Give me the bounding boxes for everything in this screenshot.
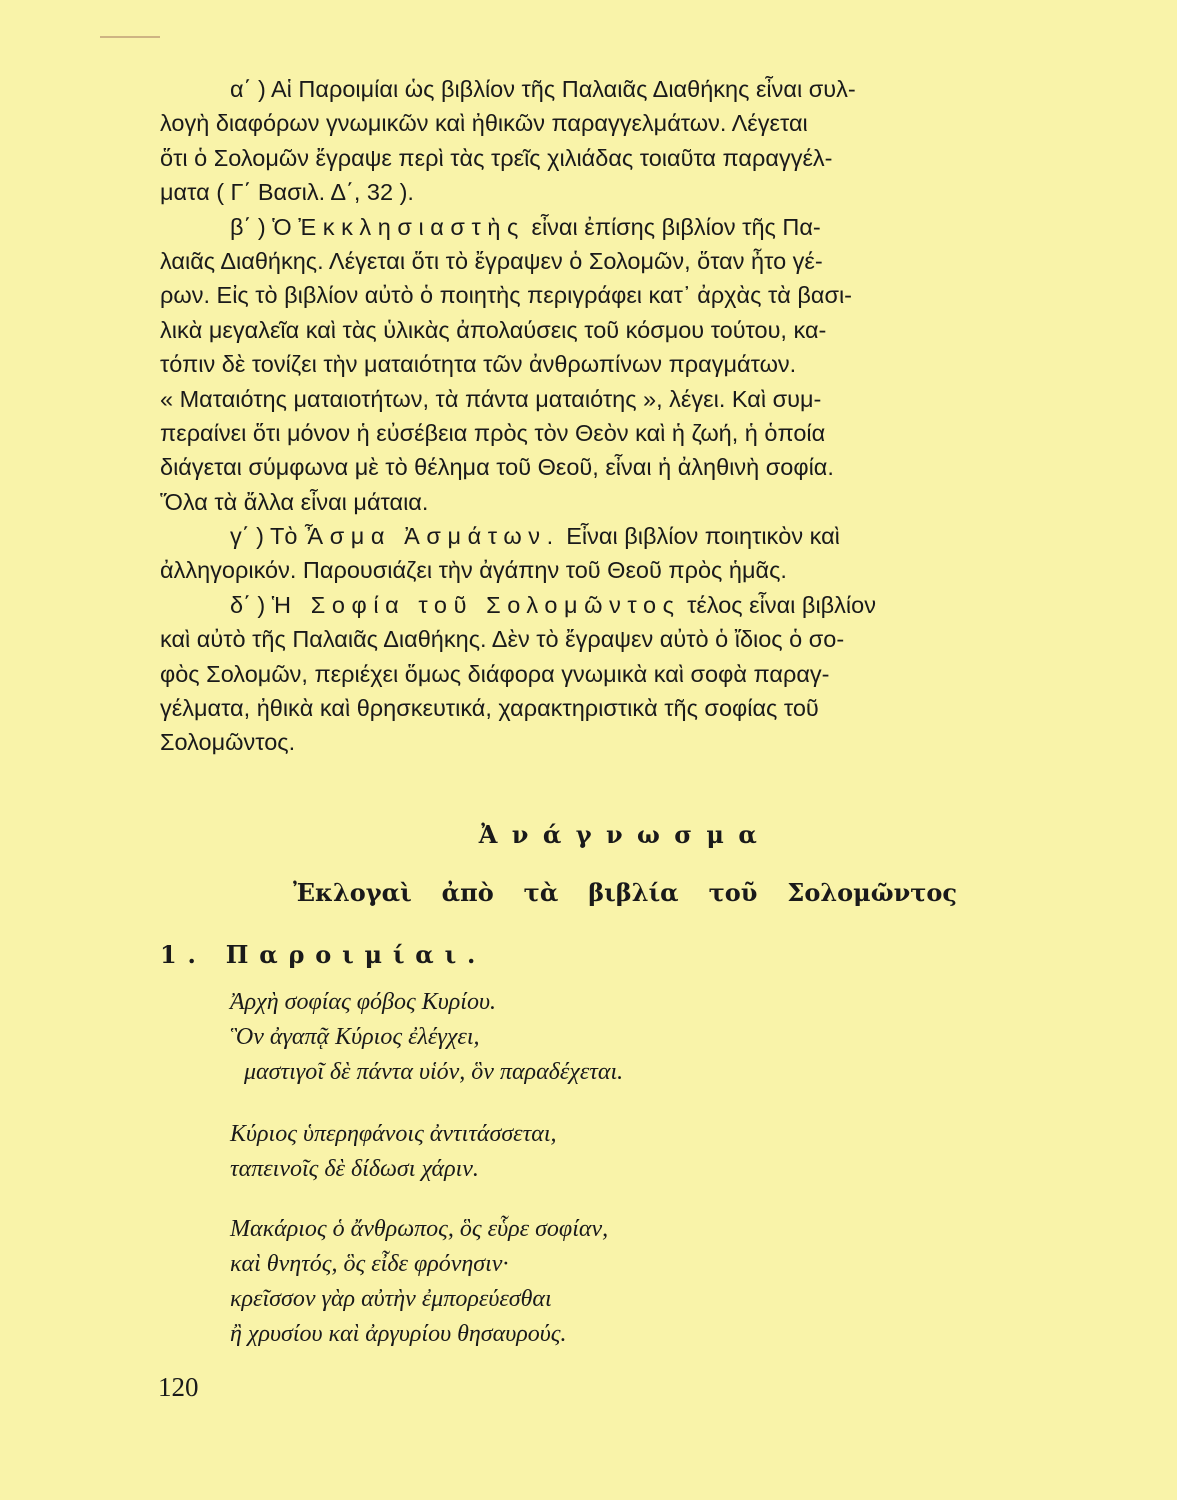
book-title-spaced: Ἐκκλησιαστὴς [298, 213, 525, 240]
text-line: λαιᾶς Διαθήκης. Λέγεται ὅτι τὸ ἔγραψεν ὁ Σολομῶν, ὅταν ἦτο γέ- [160, 247, 823, 274]
verse-line: Ἀρχὴ σοφίας φόβος Κυρίου. [230, 989, 496, 1015]
text-fragment: τέλος εἶναι βιβλίον [687, 591, 876, 618]
text-fragment: εἶναι ἐπίσης βιβλίον τῆς Πα- [531, 213, 821, 240]
text-line: ὅτι ὁ Σολομῶν ἔγραψε περὶ τὰς τρεῖς χιλιάδας τοιαῦτα παραγγέλ- [160, 144, 833, 171]
text-line [160, 588, 1030, 622]
item-marker: γ΄ ) Τὸ [230, 523, 298, 550]
text-line: α΄ ) Αἱ Παροιμίαι ὡς βιβλίον τῆς Παλαιᾶς Διαθήκης εἶναι συλ- [230, 76, 856, 102]
text-line: « Ματαιότης ματαιοτήτων, τὰ πάντα ματαιότης », λέγει. Καὶ συμ- [160, 385, 822, 412]
verse-line: Ὃν ἀγαπᾷ Κύριος ἐλέγχει, [230, 1024, 480, 1050]
verse-line: Κύριος ὑπερηφάνοις ἀντιτάσσεται, [230, 1121, 557, 1147]
text-line: λογὴ διαφόρων γνωμικῶν καὶ ἠθικῶν παραγγελμάτων. Λέγεται [160, 110, 808, 137]
reading-subtitle: Ἐκλογαὶ ἀπὸ τὰ βιβλία τοῦ Σολομῶντος [292, 878, 958, 907]
section-title: 1. Παροιμίαι. [160, 940, 487, 969]
text-line: καὶ αὐτὸ τῆς Παλαιᾶς Διαθήκης. Δὲν τὸ ἔγραψεν αὐτὸ ὁ ἴδιος ὁ σο- [160, 626, 845, 653]
text-fragment: Εἶναι βιβλίον ποιητικὸν καὶ [566, 523, 840, 550]
verse-line: ταπεινοῖς δὲ δίδωσι χάριν. [230, 1156, 479, 1182]
verse-line: ἢ χρυσίου καὶ ἀργυρίου θησαυρούς. [230, 1321, 567, 1347]
text-line: ματα ( Γ΄ Βασιλ. Δ΄, 32 ). [160, 179, 414, 206]
reading-title: Ἀνάγνωσμα [478, 820, 772, 849]
verse-group [230, 985, 990, 1090]
text-line: διάγεται σύμφωνα μὲ τὸ θέλημα τοῦ Θεοῦ, εἶναι ἡ ἀληθινὴ σοφία. [160, 454, 834, 481]
verse-line: κρεῖσσον γὰρ αὐτὴν ἐμπορεύεσθαι [230, 1286, 552, 1312]
book-title-spaced: Ἆσμα Ἀσμάτων. [304, 523, 560, 550]
text-line: Σολομῶντος. [160, 729, 296, 756]
verse-group [230, 1117, 990, 1187]
page-number: 120 [158, 1372, 199, 1402]
verse-group [230, 1212, 990, 1352]
text-line: Ὅλα τὰ ἄλλα εἶναι μάταια. [160, 488, 429, 515]
item-marker: δ΄ ) [230, 591, 266, 618]
text-line [160, 210, 1030, 244]
verse-line: καὶ θνητός, ὃς εἶδε φρόνησιν· [230, 1251, 509, 1277]
main-text [160, 72, 1030, 760]
text-line: γέλματα, ἠθικὰ καὶ θρησκευτικά, χαρακτηριστικὰ τῆς σοφίας τοῦ [160, 695, 819, 722]
text-line [160, 519, 1030, 553]
item-marker: β΄ ) Ὁ [230, 213, 292, 240]
text-line: ἀλληγορικόν. Παρουσιάζει τὴν ἀγάπην τοῦ Θεοῦ πρὸς ἡμᾶς. [160, 557, 787, 584]
scan-mark [100, 36, 160, 38]
text-line: τόπιν δὲ τονίζει τὴν ματαιότητα τῶν ἀνθρωπίνων πραγμάτων. [160, 351, 797, 378]
text-line: περαίνει ὅτι μόνον ἡ εὐσέβεια πρὸς τὸν Θεὸν καὶ ἡ ζωή, ἡ ὁποία [160, 419, 826, 446]
verse-line: μαστιγοῖ δὲ πάντα υἱόν, ὃν παραδέχεται. [244, 1059, 624, 1085]
text-line: ρων. Εἰς τὸ βιβλίον αὐτὸ ὁ ποιητὴς περιγράφει κατ᾽ ἀρχὰς τὰ βασι- [160, 282, 853, 309]
verse-line: Μακάριος ὁ ἄνθρωπος, ὃς εὗρε σοφίαν, [230, 1216, 609, 1242]
book-title-spaced: Ἡ Σοφία τοῦ Σολομῶντος [271, 591, 681, 618]
text-line: λικὰ μεγαλεῖα καὶ τὰς ὑλικὰς ἀπολαύσεις τοῦ κόσμου τούτου, κα- [160, 316, 827, 343]
text-line: φὸς Σολομῶν, περιέχει ὅμως διάφορα γνωμικὰ καὶ σοφὰ παραγ- [160, 660, 830, 687]
